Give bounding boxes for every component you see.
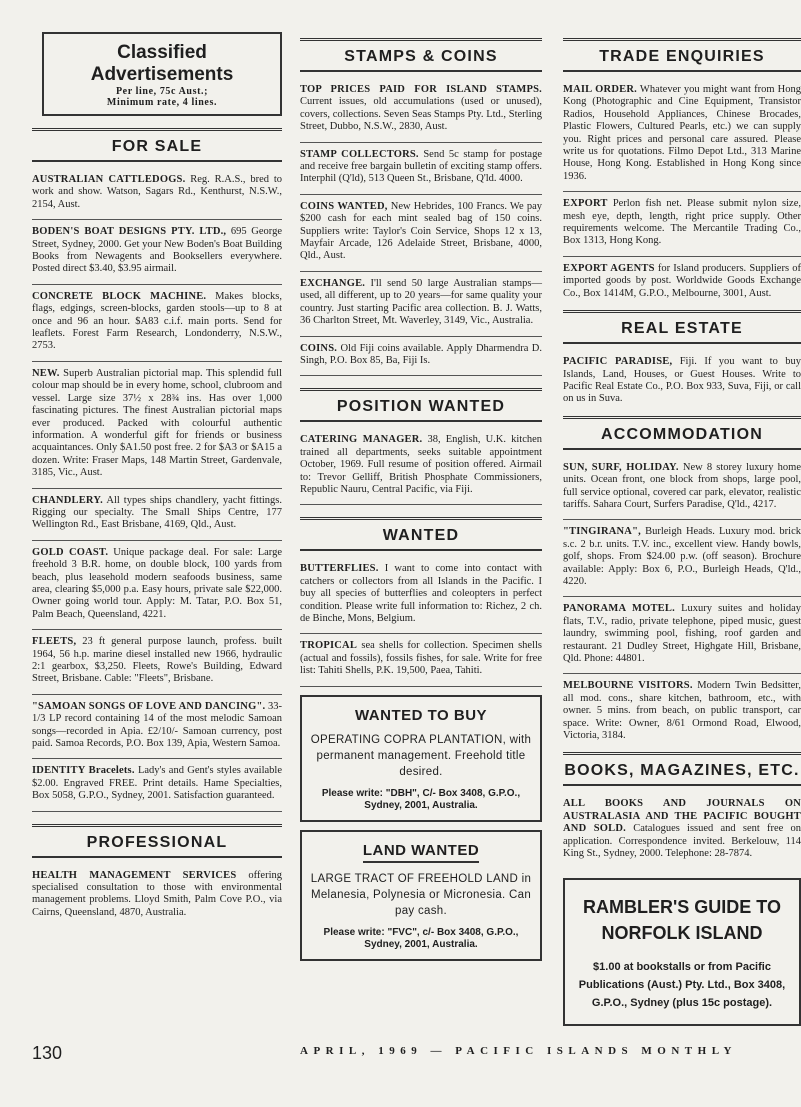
- ad-lead: NEW.: [32, 367, 60, 379]
- section-wanted: [300, 517, 542, 551]
- section-title: FOR SALE: [111, 138, 203, 155]
- box-heading: RAMBLER'S GUIDE TO NORFOLK ISLAND: [583, 897, 781, 944]
- section-trade: [563, 38, 801, 72]
- ad-item: [32, 864, 282, 928]
- ad-lead: SUN, SURF, HOLIDAY.: [563, 461, 679, 473]
- section-title: WANTED: [382, 527, 460, 545]
- ad-text: Burleigh Heads. Luxury mod. brick s.c. 2 b.r. units. T.V. inc., excellent view. Handy bowls, golf, shops. From $24.00 p.w. (off season). Brochure available: Apply: Box 6, P.O., Burleigh Heads, Q'ld., 4220.: [563, 526, 801, 587]
- ad-text: Current issues, old accumulations (used or unused), covers, collections. Seven Seas Stamps Pty. Ltd., Sterling Street, Dubbo, N.S.W., 2830, Aust.: [300, 96, 542, 133]
- for-sale-ads: [32, 168, 282, 812]
- rate-line-1: Per line, 75c Aust.;: [115, 86, 209, 97]
- ad-lead: COINS WANTED,: [300, 200, 388, 212]
- ad-text: 23 ft general purpose launch, profess. built 1964, 56 h.p. marine diesel installed new 1966, hydraulic 2:1 gearbox, $3,250. Fleets, Rowe's Building, Edward Street, Brisbane. Cable: "Fleets", Brisbane.: [32, 636, 283, 685]
- section-real-estate: [563, 310, 801, 344]
- section-accommodation: [563, 416, 801, 450]
- ad-lead: "SAMOAN SONGS OF LOVE AND DANCING".: [32, 700, 266, 712]
- ad-item: [32, 489, 282, 541]
- box-heading: WANTED TO BUY: [354, 706, 488, 724]
- ad-text: Superb Australian pictorial map. This splendid full colour map should be in every home, school, clubroom and vessel. Large size 37½ x 28¾ ins. Has over 1,000 fascinating pictures. The finest Australian pictorial maps ever produced. Packed with colourful authentic information. A wonderful gift for friends or business acquaintances. Only $A1.50 post free. 2 for $A3 or $A15 a dozen. Write: Fraser Maps, 148 Martin Street, Gardenvale, 3185, Vic., Aust.: [32, 367, 283, 479]
- ad-item: [563, 674, 801, 750]
- column-left: [32, 32, 282, 927]
- box-body: $1.00 at bookstalls or from Pacific Publications (Aust.) Pty. Ltd., Box 3408, G.P.O., Sydney (plus 15c postage).: [578, 961, 786, 1010]
- ad-item: [32, 362, 282, 489]
- column-middle: [300, 32, 542, 969]
- ad-text: sea shells for collection. Specimen shells (actual and fossils), fossils fishes, for sale. Write for free list: Tahiti Shells, P.K. 19,500, Paea, Tahiti.: [300, 640, 542, 677]
- box-body: LARGE TRACT OF FREEHOLD LAND in Melanesia, Polynesia or Micronesia. Can pay cash.: [310, 872, 532, 917]
- ad-item: [32, 168, 282, 220]
- land-wanted-box: [300, 830, 542, 961]
- ad-text: New 8 storey luxury home units. Ocean front, one block from shops, large pool, full service optional, covered car park, elevator, realistic tariffs. Sahara Court, Surfers Paradise, Q'ld., 4217.: [563, 461, 801, 510]
- ad-lead: STAMP COLLECTORS.: [300, 148, 419, 160]
- rate-line-2: Minimum rate, 4 lines.: [106, 97, 218, 108]
- ad-text: Reg. R.A.S., bred to work and show. Watson, Sagars Rd., Kenthurst, N.S.W., 2154, Aust.: [32, 174, 283, 210]
- ad-item: [563, 78, 801, 192]
- ad-lead: MELBOURNE VISITORS.: [563, 680, 693, 692]
- ad-item: [300, 272, 542, 337]
- section-title: TRADE ENQUIRIES: [599, 48, 765, 65]
- ad-item: [563, 520, 801, 597]
- ad-item: [563, 192, 801, 257]
- ad-text: for Island producers. Suppliers of imported goods by post. Worldwide Goods Exchange Co., Box 1414M, G.P.O., Melbourne, 3001, Aust.: [563, 262, 801, 299]
- ad-item: [563, 597, 801, 674]
- ad-lead: EXPORT AGENTS: [563, 262, 655, 274]
- ad-lead: AUSTRALIAN CATTLEDOGS.: [32, 174, 186, 185]
- ad-text: Fiji. If you want to buy Islands, Land, Houses, or Guest Houses. Write to Pacific Real Estate Co., P.O. Box 933, Suva, Fiji, or call on us in Suva.: [563, 356, 801, 405]
- ad-text: Modern Twin Bedsitter, all mod. cons., share kitchen, bathroom, etc., with owner. 5 mins. from beach, on public transport, car space. Write: Owner, 8/61 Ormond Road, Elwood, Victoria, 3184.: [563, 680, 801, 742]
- ad-lead: BODEN'S BOAT DESIGNS PTY. LTD.,: [32, 226, 227, 238]
- ad-lead: CHANDLERY.: [32, 494, 103, 506]
- ad-item: [563, 456, 801, 521]
- ad-lead: MAIL ORDER.: [563, 84, 637, 95]
- ad-item: [32, 759, 282, 811]
- page-footer: [32, 1043, 801, 1067]
- ad-text: 695 George Street, Sydney, 2000. Get your New Boden's Boat Building Books from Newagents and Booksellers everywhere. Posted direct $3.40, $3.95 airmail.: [32, 226, 282, 275]
- ad-item: [32, 220, 282, 285]
- ad-item: [32, 695, 282, 760]
- section-position-wanted: [300, 388, 542, 422]
- ad-item: [32, 630, 282, 695]
- ad-item: [300, 78, 542, 143]
- section-title: REAL ESTATE: [621, 320, 743, 338]
- box-heading: LAND WANTED: [363, 842, 479, 863]
- section-for-sale: [32, 128, 282, 162]
- section-title: BOOKS, MAGAZINES, ETC.: [564, 762, 800, 780]
- ad-lead: GOLD COAST.: [32, 546, 109, 558]
- ad-text: Send 5c stamp for postage and receive free bargain bulletin of exciting stamp offers. Interphil (Q'ld), 513 Queen St., Brisbane, Q'ld. 4000.: [300, 148, 542, 185]
- ad-lead: BUTTERFLIES.: [300, 563, 379, 575]
- ad-item: [300, 634, 542, 686]
- ad-lead: CONCRETE BLOCK MACHINE.: [32, 290, 207, 302]
- ad-text: I want to come into contact with catchers or collectors from all Islands in the Pacific. I buy all species of butterflies and coleopters in perfect condition. Please write full information to: Richez, 2 ch. de Binche, Mons, Belgium.: [300, 563, 542, 624]
- ad-lead: HEALTH MANAGEMENT SERVICES: [32, 869, 237, 881]
- wanted-to-buy-box: [300, 695, 542, 822]
- ad-lead: ALL BOOKS AND JOURNALS ON AUSTRALASIA AND THE PACIFIC BOUGHT AND SOLD.: [563, 798, 801, 835]
- ad-item: [300, 143, 542, 195]
- ad-text: Lady's and Gent's styles available $2.00. Engraved FREE. Print details. Hame Specialties, Box 5058, G.P.O., Sydney, 2001. Satisfaction guaranteed.: [32, 765, 283, 802]
- box-body: OPERATING COPRA PLANTATION, with permanent management. Freehold title desired.: [310, 733, 532, 778]
- ad-text: 33-1/3 LP record containing 14 of the most melodic Samoan songs—recorded in Apia. £2/10/- Samoan currency, post paid. Samoa Records, P.O. Box 139, Apia, Western Samoa.: [32, 700, 282, 750]
- ad-lead: COINS.: [300, 342, 338, 354]
- ad-item: [300, 557, 542, 634]
- box-contact: Please write: "DBH", C/- Box 3408, G.P.O., Sydney, 2001, Australia.: [321, 787, 521, 811]
- ad-text: Luxury suites and holiday flats, T.V., radio, private telephone, piped music, guest laundry, swimming pool, fishing, roof garden and restaurant. 21 Dudley Street, Highgate Hill, Brisbane, Qld. Phone: 44801.: [563, 603, 801, 664]
- section-title: POSITION WANTED: [336, 398, 506, 416]
- classified-header: [42, 32, 282, 116]
- section-title: STAMPS & COINS: [344, 48, 498, 65]
- ad-lead: TOP PRICES PAID FOR ISLAND STAMPS.: [300, 84, 542, 95]
- ad-item: [563, 350, 801, 414]
- ad-text: offering specialised consultation to those with environmental management problems. Lloyd Smith, Palm Cove P.O., via Cairns, Queensland, 4870, Australia.: [32, 869, 282, 918]
- ad-item: [32, 541, 282, 630]
- ad-lead: CATERING MANAGER.: [300, 434, 423, 446]
- ad-lead: PACIFIC PARADISE,: [563, 356, 673, 368]
- section-stamps: [300, 38, 542, 72]
- ad-text: 38, English, U.K. kitchen trained all departments, seeks suitable appointment October, 1969. Full resume of position offered. Airmail to: Trevor Gelliff, British Phosphate Commissioners, Republic Nauru, Central Pacific, via Fiji.: [300, 434, 543, 495]
- ad-text: Perlon fish net. Please submit nylon size, mesh eye, depth, length, right price supply. Other requirements welcome. The Mercantile Trading Co., Box 1313, Hong Kong.: [563, 198, 801, 247]
- rambler-guide-box: [563, 878, 801, 1026]
- ad-item: [300, 337, 542, 377]
- ad-item: [300, 195, 542, 272]
- ad-item: [563, 792, 801, 868]
- page-number: 130: [32, 1043, 63, 1063]
- column-right: [563, 32, 801, 1036]
- ad-text: Unique package deal. For sale: Large freehold 3 B.R. home, on double block, 100 yards from beach, plus leasehold modern seafoods business, same area, clearing $5,000 p.a. Easy hours, private sale $22,000. Owner going world tour. Apply: M. Tatar, P.O. Box 51, Palm Beach, Queensland, 4221.: [32, 546, 282, 620]
- ad-lead: EXCHANGE.: [300, 277, 366, 289]
- ad-text: Old Fiji coins available. Apply Dharmendra D. Singh, P.O. Box 85, Ba, Fiji Is.: [300, 342, 542, 366]
- classified-title: Classified Advertisements: [90, 42, 234, 85]
- box-contact: Please write: "FVC", c/- Box 3408, G.P.O., Sydney, 2001, Australia.: [323, 926, 519, 950]
- issue-line: APRIL, 1969 — PACIFIC ISLANDS MONTHLY: [300, 1045, 737, 1057]
- ad-lead: FLEETS,: [32, 636, 77, 648]
- ad-lead: "TINGIRANA",: [563, 526, 641, 538]
- ad-lead: PANORAMA MOTEL.: [563, 603, 675, 615]
- ad-item: [563, 257, 801, 308]
- ad-lead: EXPORT: [563, 198, 608, 210]
- ad-text: Makes blocks, flags, edgings, screen-blocks, garden stools—up to 8 at once and 96 an hour. $A83 c.i.f. main ports. Send for leaflets. Forest Farm Research, Londonderry, N.S.W., 2753.: [32, 290, 282, 352]
- section-books: [563, 752, 801, 786]
- ad-text: New Hebrides, 100 Francs. We pay $200 cash for each mint sealed bag of 150 coins. Suppliers write: Taylor's Coin Service, Shops 12 x 13, Mayfair Arcade, 126 Adelaide Street, Brisbane, 4000, Qld., Aust.: [300, 200, 542, 262]
- section-title: ACCOMMODATION: [601, 425, 763, 443]
- ad-lead: TROPICAL: [300, 640, 358, 652]
- ad-text: All types ships chandlery, yacht fittings. Rigging our specialty. The Small Ships Centre, 177 Wellington Rd., East Brisbane, 4169, Qld., Aust.: [32, 494, 283, 531]
- ad-text: Whatever you might want from Hong Kong (Photographic and Cine Equipment, Transistor Radios, Household Appliances, Chinese Brocades, Plastic Flowers, Cultured Pearls, etc.) we can supply you. Right prices and personal care assured. Please write us for quotations. Filmo Depot Ltd., 313 Marine House, Hong Kong. Established in Hong Kong since 1936.: [563, 84, 801, 182]
- ad-lead: IDENTITY Bracelets.: [32, 765, 135, 777]
- ad-text: Catalogues issued and sent free on application. Correspondence invited. Berkelouw, 114 King St., Sydney, 2000. Telephone: 28-7874.: [563, 823, 801, 860]
- section-title: PROFESSIONAL: [86, 833, 228, 851]
- ad-item: [300, 428, 542, 505]
- section-professional: [32, 824, 282, 858]
- ad-item: [32, 285, 282, 362]
- ad-text: I'll send 50 large Australian stamps—used, all different, up to 20 years—for same quality your country. Just starting Pacific area collection. B. J. Watts, 36 Charlton Street, Mt. Waverley, 3149, Vic., Australia.: [300, 277, 543, 327]
